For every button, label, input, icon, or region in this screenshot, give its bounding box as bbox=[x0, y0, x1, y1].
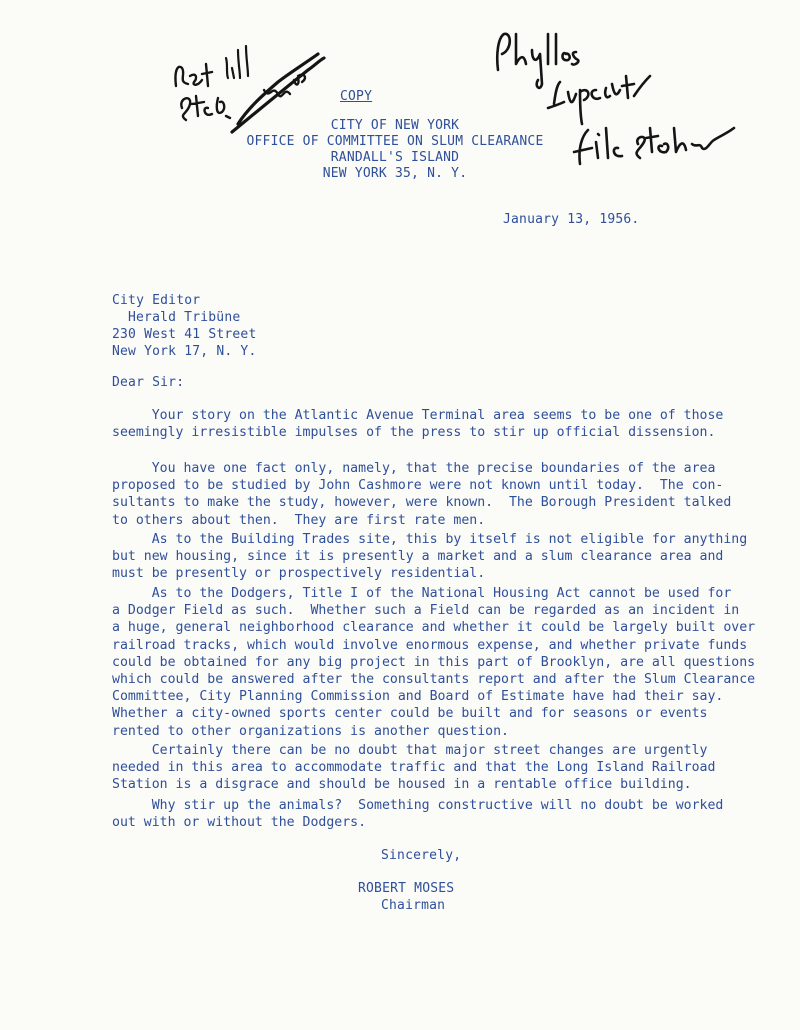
letter-date: January 13, 1956. bbox=[503, 212, 640, 227]
recipient-line-2: Herald Tribüne bbox=[128, 310, 241, 325]
salutation: Dear Sir: bbox=[112, 375, 185, 390]
letterhead-line-3: RANDALL'S ISLAND bbox=[330, 150, 460, 165]
recipient-line-3: 230 West 41 Street bbox=[112, 327, 257, 342]
body-paragraph-6: Why stir up the animals? Something constructive will no doubt be worked out with or without the Dodgers. bbox=[112, 798, 724, 831]
letterhead-line-2: OFFICE OF COMMITTEE ON SLUM CLEARANCE bbox=[246, 134, 544, 149]
letterhead-line-1: CITY OF NEW YORK bbox=[330, 118, 460, 133]
recipient-line-1: City Editor bbox=[112, 293, 201, 308]
signer-name: ROBERT MOSES bbox=[358, 881, 455, 896]
copy-label: COPY bbox=[340, 89, 373, 104]
body-paragraph-4: As to the Dodgers, Title I of the National Housing Act cannot be used for a Dodger Field as such. Whether such a Field can be regarded as an incident in a huge, general neighborhood clearance and whether it could be largely built over railroad tracks, which would involve enormous expense, and whether private funds could be obtained for any big project in this part of Brooklyn, are all questions which could be answered after the consultants report and after the Slum Clearance Committee, City Planning Commission and Board of Estimate have had their say. Whether a city-owned sports center could be built and for seasons or events rented to other organizations is another question. bbox=[112, 586, 756, 739]
letterhead-line-4: NEW YORK 35, N. Y. bbox=[322, 166, 468, 181]
body-paragraph-3: As to the Building Trades site, this by itself is not eligible for anything but new housing, since it is presently a market and a slum clearance area and must be presently or prospectively residential. bbox=[112, 532, 748, 582]
body-paragraph-5: Certainly there can be no doubt that major street changes are urgently needed in this area to accommodate traffic and that the Long Island Railroad Station is a disgrace and should be housed in a rentable office building. bbox=[112, 743, 716, 793]
recipient-line-4: New York 17, N. Y. bbox=[112, 344, 257, 359]
body-paragraph-2: You have one fact only, namely, that the precise boundaries of the area proposed to be studied by John Cashmore were not known until today. The con- sultants to make the study, however, were known. The Borough President talked to others about then. They are first rate men. bbox=[112, 461, 732, 528]
signer-title: Chairman bbox=[381, 898, 446, 913]
closing-sincerely: Sincerely, bbox=[381, 848, 462, 863]
body-paragraph-1: Your story on the Atlantic Avenue Terminal area seems to be one of those seemingly irresistible impulses of the press to stir up official dissension. bbox=[112, 408, 724, 441]
